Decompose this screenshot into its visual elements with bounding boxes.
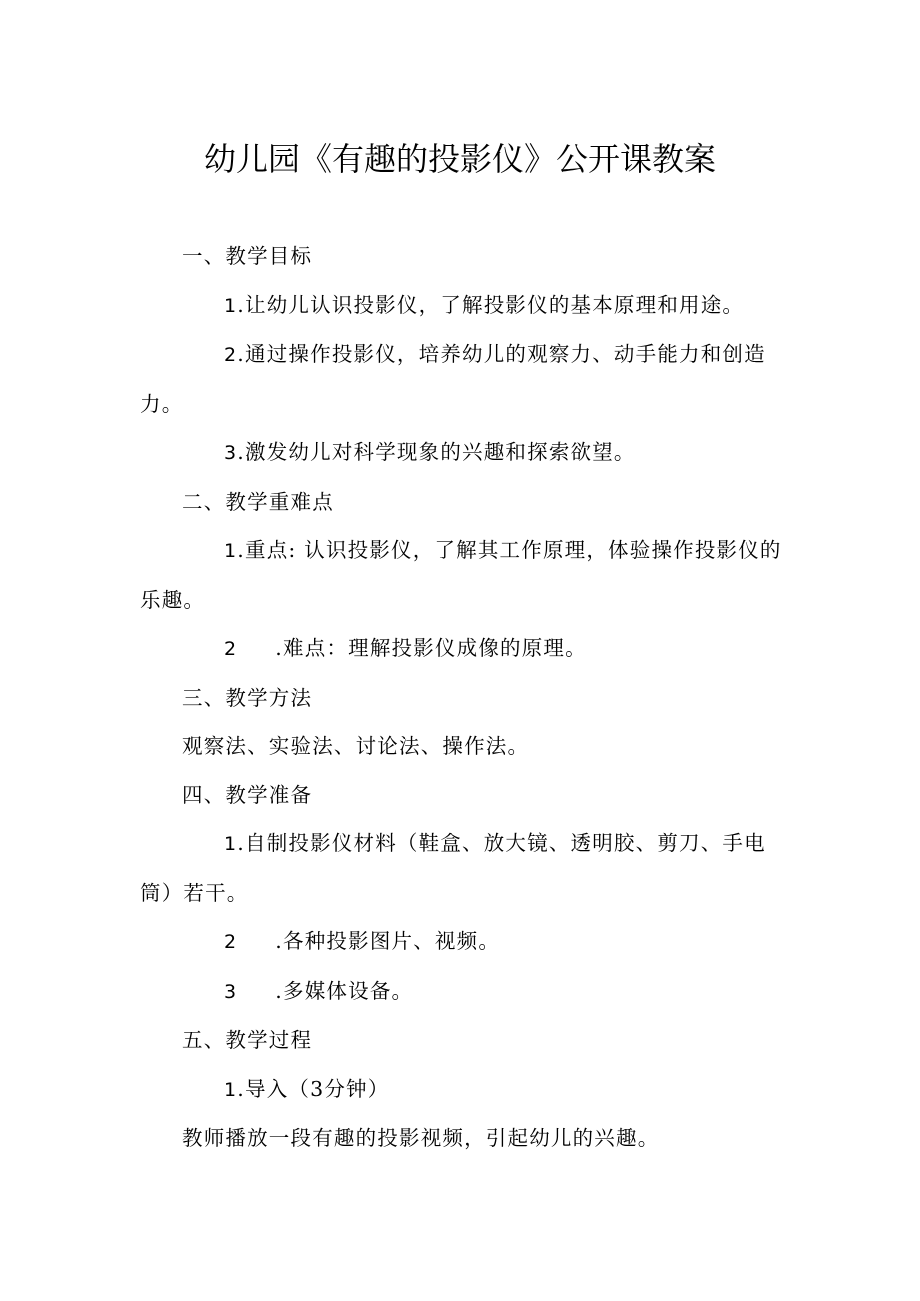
objective-item-1	[140, 281, 790, 331]
section-heading-preparation: 四、教学准备	[182, 782, 313, 807]
item-separator: .	[237, 342, 246, 366]
item-number: 2	[224, 344, 238, 366]
item-separator: .	[237, 292, 246, 317]
item-separator: .	[237, 538, 246, 562]
item-separator: .	[275, 636, 284, 660]
key-point-item-2	[140, 624, 790, 674]
process-item-1	[140, 1065, 790, 1115]
item-number: 3	[224, 980, 238, 1003]
item-text: 通过操作投影仪，培养幼儿的观察力、动手能力和创造力。	[140, 342, 766, 416]
item-separator: .	[237, 1076, 246, 1101]
item-separator: .	[275, 929, 284, 953]
objective-item-2	[140, 330, 790, 428]
item-separator: .	[275, 978, 284, 1003]
preparation-item-2	[140, 917, 790, 967]
item-text: 让幼儿认识投影仪，了解投影仪的基本原理和用途。	[245, 292, 745, 317]
item-separator: .	[237, 440, 246, 464]
document-title: 幼儿园《有趣的投影仪》公开课教案	[203, 140, 716, 178]
methods-text: 观察法、实验法、讨论法、操作法。	[182, 734, 530, 758]
document-body	[140, 232, 790, 1163]
item-text: 各种投影图片、视频。	[283, 929, 501, 953]
item-text: 自制投影仪材料（鞋盒、放大镜、透明胶、剪刀、手电筒）若干。	[140, 831, 766, 905]
item-text: 激发幼儿对科学现象的兴趣和探索欲望。	[245, 440, 636, 464]
item-separator: .	[237, 831, 246, 855]
preparation-item-1	[140, 819, 790, 917]
preparation-item-3	[140, 967, 790, 1017]
item-text: 重点: 认识投影仪，了解其工作原理，体验操作投影仪的乐趣。	[140, 538, 782, 612]
process-text: 教师播放一段有趣的投影视频，引起幼儿的兴趣。	[182, 1126, 660, 1150]
item-number: 1	[224, 540, 238, 562]
item-text: 难点：理解投影仪成像的原理。	[283, 636, 587, 660]
section-heading-process: 五、教学过程	[182, 1028, 313, 1052]
section-heading-objectives: 一、教学目标	[182, 244, 313, 268]
section-heading-methods: 三、教学方法	[182, 685, 313, 710]
item-number: 2	[224, 638, 238, 660]
item-number: 1	[224, 1078, 238, 1101]
item-number: 1	[224, 833, 238, 855]
item-number: 2	[224, 931, 238, 953]
item-text: 多媒体设备。	[283, 978, 414, 1003]
item-number: 1	[224, 294, 238, 317]
item-number: 3	[224, 442, 238, 464]
objective-item-3	[140, 428, 790, 478]
section-heading-key-points: 二、教学重难点	[182, 489, 334, 514]
key-point-item-1	[140, 526, 790, 624]
item-text: 导入（3分钟）	[245, 1076, 390, 1101]
